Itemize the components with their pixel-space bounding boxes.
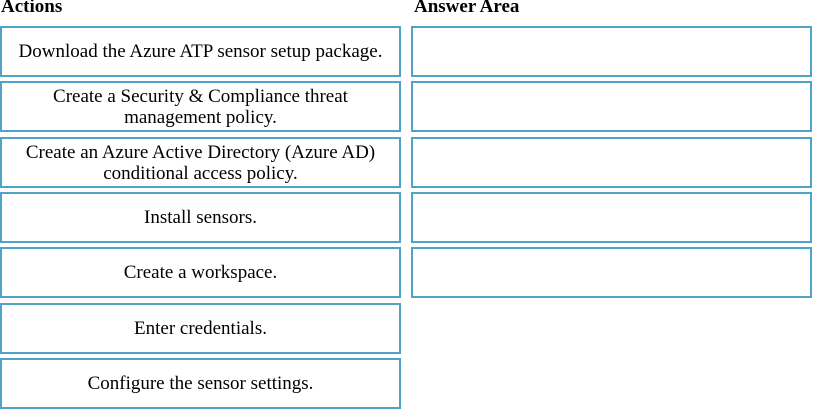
answer-slot-4[interactable] — [411, 192, 812, 243]
actions-heading: Actions — [1, 0, 63, 17]
answer-slot-2[interactable] — [411, 81, 812, 132]
answer-slot-1[interactable] — [411, 26, 812, 77]
action-item-configure-sensor-settings[interactable] — [0, 358, 401, 409]
action-item-label: Create a Security & Compliance threat management policy. — [53, 85, 348, 128]
answer-slot-5[interactable] — [411, 247, 812, 298]
answer-area-heading: Answer Area — [414, 0, 520, 17]
action-item-create-conditional-access-policy[interactable] — [0, 137, 401, 188]
answer-slot-3[interactable] — [411, 137, 812, 188]
action-item-create-workspace[interactable] — [0, 247, 401, 298]
action-item-label: Create an Azure Active Directory (Azure AD) conditional access policy. — [25, 141, 376, 184]
action-item-label: Install sensors. — [144, 207, 257, 228]
action-item-label: Enter credentials. — [134, 318, 267, 339]
action-item-enter-credentials[interactable] — [0, 303, 401, 354]
action-item-label: Configure the sensor settings. — [87, 373, 314, 394]
action-item-label: Download the Azure ATP sensor setup package. — [18, 41, 383, 62]
action-item-create-threat-policy[interactable] — [0, 81, 401, 132]
action-item-label: Create a workspace. — [123, 262, 278, 283]
action-item-download-sensor-package[interactable] — [0, 26, 401, 77]
action-item-install-sensors[interactable] — [0, 192, 401, 243]
